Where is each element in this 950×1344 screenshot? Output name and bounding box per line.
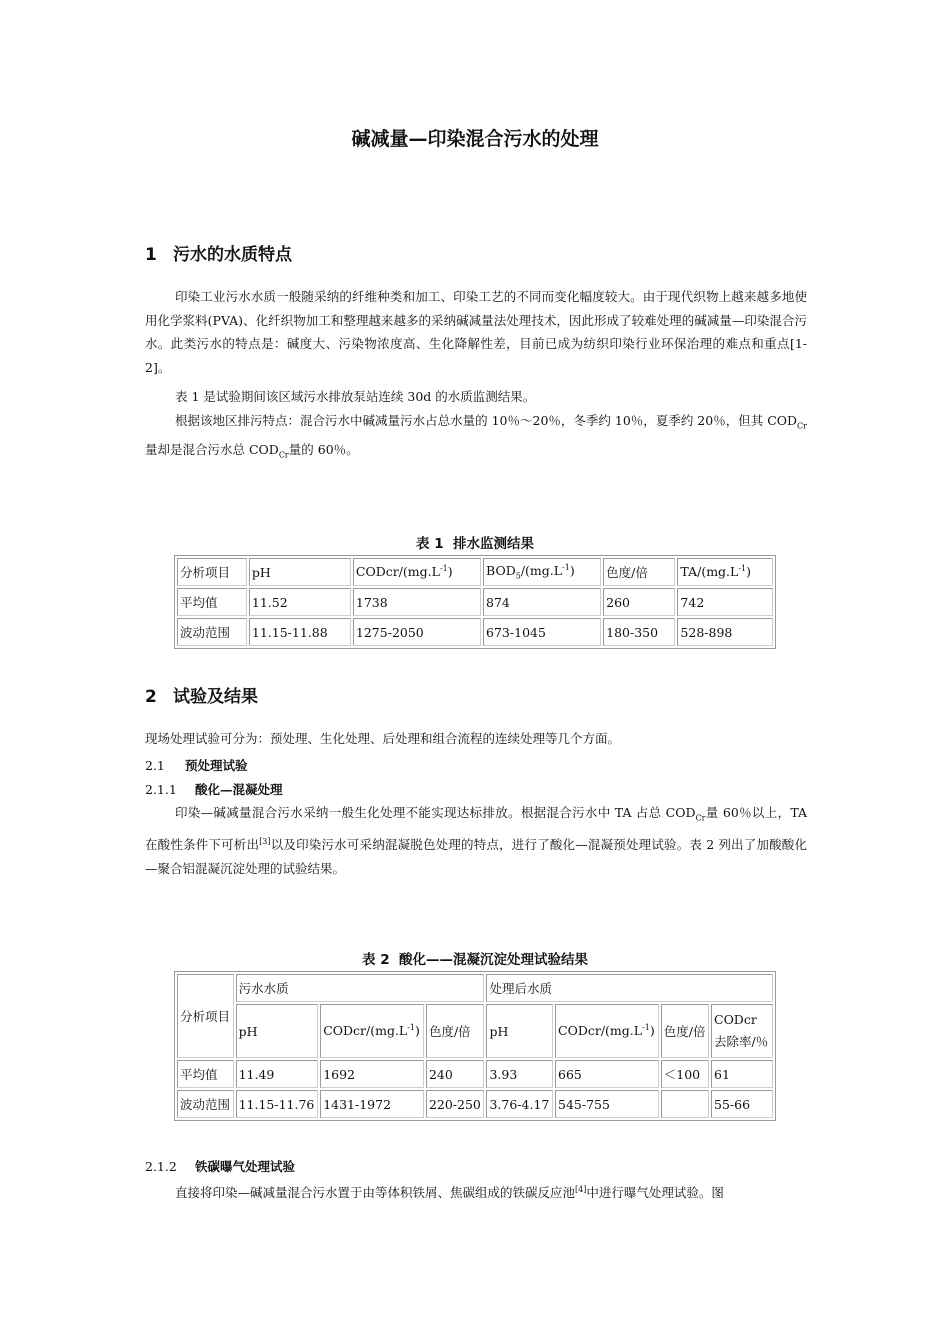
paragraph-acidification: 印染—碱减量混合污水采纳一般生化处理不能实现达标排放。根据混合污水中 TA 占总 $COD_{Cr}$量 60％以上，TA 在酸性条件下可析出[3]以及印染污水可采纳混凝脱色处理的特点，进行了酸化—混凝预处理试验。表 2 列出了加酸酸化—聚合铝混凝沉淀处理的试验结果。 <box>145 805 808 876</box>
table-header-cell: 色度/倍 <box>661 1004 709 1058</box>
table-cell: 平均值 <box>177 588 247 616</box>
document-title: 碱减量—印染混合污水的处理 <box>351 128 599 150</box>
table-header-cell: CODcr/$(mg.L^{-1})$ <box>353 558 481 586</box>
table-header-row <box>177 558 773 586</box>
table-cell: 11.52 <box>249 588 351 616</box>
table-header-cell: CODcr 去除率/％ <box>711 1004 773 1058</box>
table-cell: 1275-2050 <box>353 618 481 646</box>
table-header-cell: 污水水质 <box>236 974 485 1002</box>
table-cell: 1431-1972 <box>320 1090 424 1118</box>
table-header-row <box>177 974 773 1002</box>
table-row <box>177 618 773 646</box>
table-cell: 260 <box>603 588 675 616</box>
table1-caption: 表 1 排水监测结果 <box>416 536 534 552</box>
table-header-cell: $BOD_5/(mg.L^{-1})$ <box>483 558 601 586</box>
section-number: 2 <box>145 687 157 707</box>
table-cell <box>661 1090 709 1118</box>
subsection-2-1-2-heading: 2.1.2 铁碳曝气处理试验 <box>145 1159 296 1174</box>
table-cell: 3.76-4.17 <box>486 1090 553 1118</box>
table-header-cell: pH <box>249 558 351 586</box>
table-row <box>177 588 773 616</box>
table-cell: 240 <box>426 1060 485 1088</box>
table-cell: 11.15-11.88 <box>249 618 351 646</box>
table-cell: 528-898 <box>677 618 773 646</box>
table-drainage-monitoring <box>174 555 776 649</box>
table-header-cell: $TA/(mg.L^{-1})$ <box>677 558 773 586</box>
section-title: 试验及结果 <box>173 687 258 707</box>
section-2-heading <box>145 682 258 707</box>
table-header-cell: 分析项目 <box>177 974 234 1058</box>
paragraph-table1-intro: 表 1 是试验期间该区域污水排放泵站连续 30d 的水质监测结果。 <box>175 389 536 404</box>
section-1-heading <box>145 240 292 265</box>
table-cell: 665 <box>555 1060 659 1088</box>
table-acidification-results <box>174 971 776 1121</box>
table-cell: 波动范围 <box>177 1090 234 1118</box>
table-cell: 平均值 <box>177 1060 234 1088</box>
table-subheader-row <box>177 1004 773 1058</box>
table-cell: 61 <box>711 1060 773 1088</box>
section-title: 污水的水质特点 <box>173 245 292 265</box>
table-header-cell: 分析项目 <box>177 558 247 586</box>
table-header-cell: CODcr/$(mg.L^{-1})$ <box>320 1004 424 1058</box>
subsection-2-1-1-heading: 2.1.1 酸化—混凝处理 <box>145 782 283 797</box>
table-cell: 1692 <box>320 1060 424 1088</box>
table-row <box>177 1060 773 1088</box>
paragraph-water-quality: 印染工业污水水质一般随采纳的纤维种类和加工、印染工艺的不同而变化幅度较大。由于现代织物上越来越多地使用化学浆料(PVA)、化纤织物加工和整理越来越多的采纳碱减量法处理技术，因此形成了较难处理的碱减量—印染混合污水。此类污水的特点是：碱度大、污染物浓度高、生化降解性差，目前已成为纺织印染行业环保治理的难点和重点[1-2]。 <box>145 289 807 375</box>
paragraph-discharge-features: 根据该地区排污特点：混合污水中碱减量污水占总水量的 10％～20％，冬季约 10％，夏季约 20％，但其 $COD_{Cr}$量却是混合污水总 $COD_{Cr}$量的 60％。 <box>145 413 807 460</box>
paragraph-iron-carbon: 直接将印染—碱减量混合污水置于由等体积铁屑、焦碳组成的铁碳反应池[4]中进行曝气处理试验。图 <box>175 1185 724 1201</box>
table-cell: 11.49 <box>236 1060 319 1088</box>
table-cell: 742 <box>677 588 773 616</box>
table-cell: 波动范围 <box>177 618 247 646</box>
table-header-cell: 处理后水质 <box>486 974 773 1002</box>
table-header-cell: 色度/倍 <box>603 558 675 586</box>
table-header-cell: CODcr/$(mg.L^{-1})$ <box>555 1004 659 1058</box>
subsection-2-1-heading: 2.1 预处理试验 <box>145 758 248 773</box>
table-cell: 1738 <box>353 588 481 616</box>
table2-caption: 表 2 酸化——混凝沉淀处理试验结果 <box>362 952 588 968</box>
table-header-cell: pH <box>236 1004 319 1058</box>
table-cell: ＜100 <box>661 1060 709 1088</box>
table-cell: 673-1045 <box>483 618 601 646</box>
section-number: 1 <box>145 245 157 265</box>
table-header-cell: 色度/倍 <box>426 1004 485 1058</box>
table-row <box>177 1090 773 1118</box>
table-cell: 11.15-11.76 <box>236 1090 319 1118</box>
table-cell: 874 <box>483 588 601 616</box>
table-cell: 180-350 <box>603 618 675 646</box>
table-cell: 545-755 <box>555 1090 659 1118</box>
table-header-cell: pH <box>486 1004 553 1058</box>
table-cell: 55-66 <box>711 1090 773 1118</box>
table-cell: 220-250 <box>426 1090 485 1118</box>
paragraph-test-overview: 现场处理试验可分为：预处理、生化处理、后处理和组合流程的连续处理等几个方面。 <box>145 731 621 746</box>
table-cell: 3.93 <box>486 1060 553 1088</box>
